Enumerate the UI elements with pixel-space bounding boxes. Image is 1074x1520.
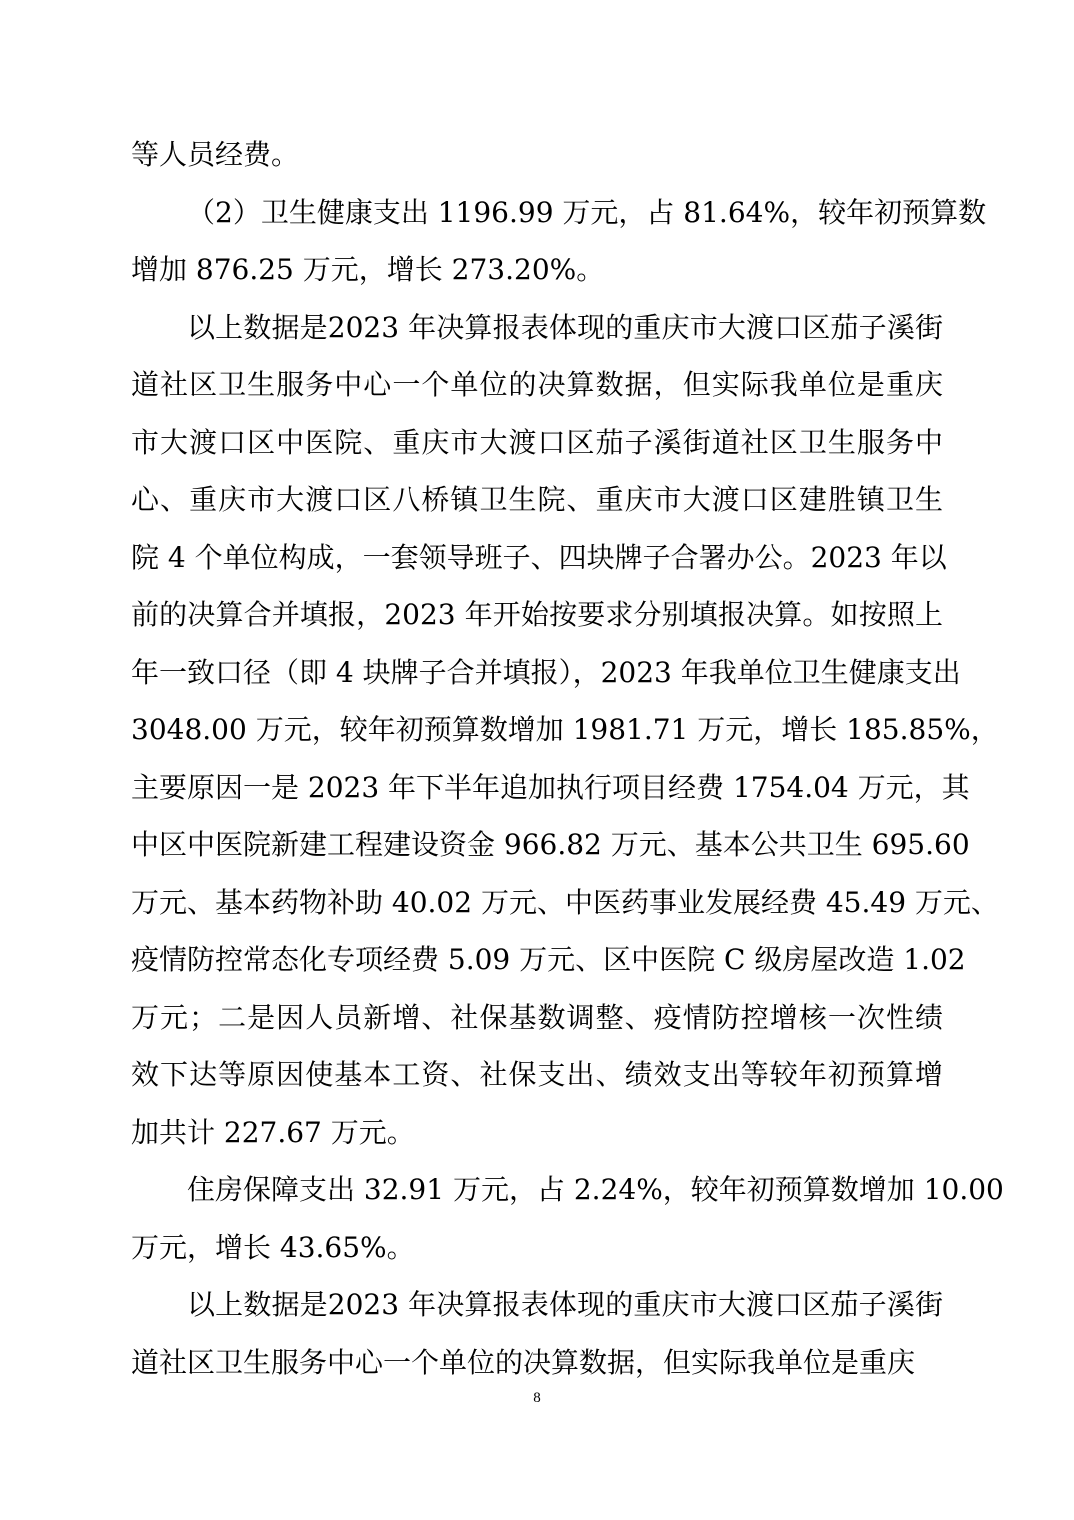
paragraph-line: 中区中医院新建工程建设资金 966.82 万元、基本公共卫生 695.60	[131, 828, 970, 861]
paragraph-line: 万元，增长 43.65%。	[131, 1230, 415, 1264]
paragraph-line: 疫情防控常态化专项经费 5.09 万元、区中医院 C 级房屋改造 1.02	[131, 943, 966, 976]
paragraph-line: 效下达等原因使基本工资、社保支出、绩效支出等较年初预算增	[131, 1058, 943, 1091]
paragraph	[131, 184, 987, 299]
paragraph-line: 主要原因一是 2023 年下半年追加执行项目经费 1754.04 万元，其	[131, 770, 970, 804]
paragraph	[131, 126, 943, 184]
paragraph-line: 增加 876.25 万元，增长 273.20%。	[131, 253, 605, 286]
paragraph	[131, 1161, 1004, 1276]
paragraph	[131, 299, 999, 1162]
paragraph-line: 以上数据是2023 年决算报表体现的重庆市大渡口区茄子溪街	[187, 310, 943, 344]
paragraph-line: 院 4 个单位构成，一套领导班子、四块牌子合署办公。2023 年以	[131, 540, 947, 574]
body-text	[131, 126, 1004, 1391]
paragraph-line: 万元、基本药物补助 40.02 万元、中医药事业发展经费 45.49 万元、	[131, 885, 999, 919]
paragraph-line: 道社区卫生服务中心一个单位的决算数据，但实际我单位是重庆	[131, 368, 943, 401]
paragraph-line: 3048.00 万元，较年初预算数增加 1981.71 万元，增长 185.85%，	[131, 713, 999, 746]
paragraph-line: 市大渡口区中医院、重庆市大渡口区茄子溪街道社区卫生服务中	[131, 425, 943, 459]
paragraph	[131, 1276, 943, 1391]
paragraph-line: 以上数据是2023 年决算报表体现的重庆市大渡口区茄子溪街	[187, 1288, 943, 1321]
paragraph-line: 加共计 227.67 万元。	[131, 1115, 415, 1149]
page-number: 8	[533, 1390, 541, 1406]
paragraph-line: 年一致口径（即 4 块牌子合并填报），2023 年我单位卫生健康支出	[131, 655, 961, 689]
paragraph-line: （2）卫生健康支出 1196.99 万元，占 81.64%，较年初预算数	[187, 195, 987, 229]
paragraph-line: 住房保障支出 32.91 万元，占 2.24%，较年初预算数增加 10.00	[187, 1173, 1004, 1206]
paragraph-line: 心、重庆市大渡口区八桥镇卫生院、重庆市大渡口区建胜镇卫生	[131, 483, 943, 516]
paragraph-line: 万元；二是因人员新增、社保基数调整、疫情防控增核一次性绩	[131, 1000, 943, 1034]
paragraph-line: 等人员经费。	[131, 138, 300, 171]
paragraph-line: 道社区卫生服务中心一个单位的决算数据，但实际我单位是重庆	[131, 1345, 916, 1379]
paragraph-line: 前的决算合并填报，2023 年开始按要求分别填报决算。如按照上	[131, 598, 943, 631]
